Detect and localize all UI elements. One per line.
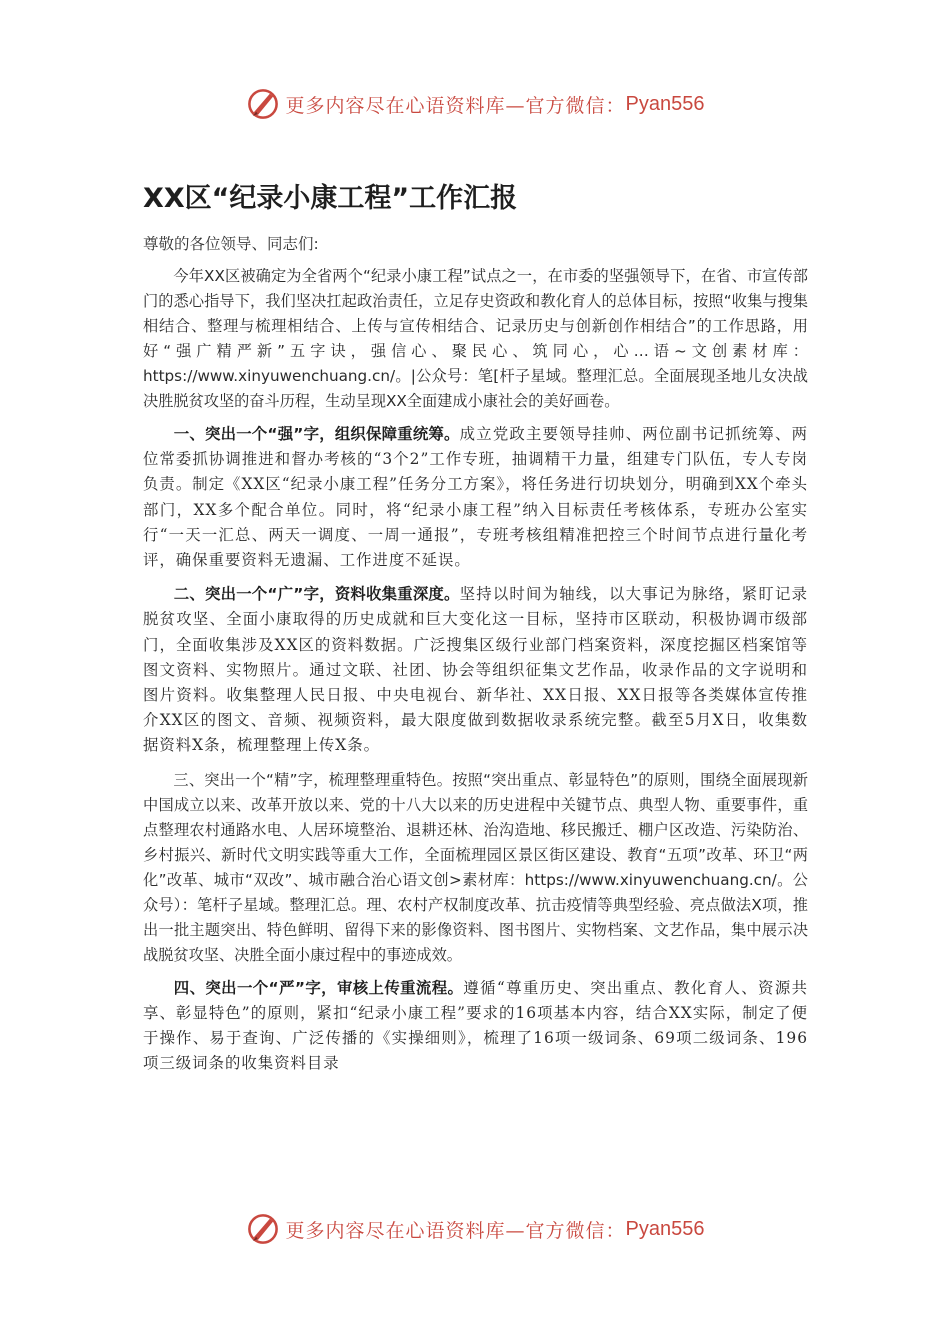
document-body bbox=[143, 232, 808, 1085]
brush-logo-icon bbox=[246, 87, 280, 121]
watermark-text: 更多内容尽在心语资料库—官方微信： bbox=[285, 94, 626, 117]
salutation: 尊敬的各位领导、同志们: bbox=[143, 235, 319, 253]
section-paragraph bbox=[143, 422, 808, 573]
section-heading: 一、突出一个“强”字，组织保障重统筹。 bbox=[173, 425, 460, 443]
section-heading: 四、突出一个“严”字，审核上传重流程。 bbox=[173, 978, 464, 997]
section-paragraph bbox=[143, 976, 808, 1077]
intro-paragraph: 今年XX区被确定为全省两个“纪录小康工程”试点之一，在市委的坚强领导下，在省、市宣传部门的悉心指导下，我们坚决扛起政治责任，立足存史资政和教化育人的总体目标，按照“收集与搜集相结合、整理与梳理相结合、上传与宣传相结合、记录历史与创新创作相结合”的工作思路，用好“强广精严新”五字诀，强信心、聚民心、筑同心，心…语~文创素材库：https://www.xinyuwenchuang.cn/。|公众号：笔[杆子星域。整理汇总。全面展现圣地儿女决战决胜脱贫攻坚的奋斗历程，生动呈现XX全面建成小康社会的美好画卷。 bbox=[143, 267, 808, 410]
section-text: 成立党政主要领导挂帅、两位副书记抓统筹、两位常委抓协调推进和督办考核的“3个2”工作专班，抽调精干力量，组建专门队伍，专人专岗负责。制定《XX区“纪录小康工程”任务分工方案》，将任务进行切块划分，明确到XX个牵头部门，XX多个配合单位。同时，将“纪录小康工程”纳入目标责任考核体系，专班办公室实行“一天一汇总、两天一调度、一周一通报”，专班考核组精准把控三个时间节点进行量化考评，确保重要资料无遗漏、工作进度不延误。 bbox=[143, 425, 808, 570]
section-text: 坚持以时间为轴线，以大事记为脉络，紧盯记录脱贫攻坚、全面小康取得的历史成就和巨大变化这一目标，坚持市区联动，积极协调市级部门，全面收集涉及XX区的资料数据。广泛搜集区级行业部门档案资料，深度挖掘区档案馆等图文资料、实物照片。通过文联、社团、协会等组织征集文艺作品，收录作品的文字说明和图片资料。收集整理人民日报、中央电视台、新华社、XX日报、XX日报等各类媒体宣传推介XX区的图文、音频、视频资料，最大限度做到数据收录系统完整。截至5月X日，收集数据资料X条，梳理整理上传X条。 bbox=[143, 585, 808, 755]
watermark-text: 更多内容尽在心语资料库—官方微信： bbox=[285, 1219, 626, 1242]
watermark-wechat-id: Pyan556 bbox=[625, 92, 705, 115]
section-text: 三、突出一个“精”字，梳理整理重特色。按照“突出重点、彰显特色”的原则，围绕全面展现新中国成立以来、改革开放以来、党的十八大以来的历史进程中关键节点、典型人物、重要事件，重点整理农村通路水电、人居环境整治、退耕还林、治沟造地、移民搬迁、棚户区改造、污染防治、乡村振兴、新时代文明实践等重大工作，全面梳理园区景区街区建设、教育“五项”改革、环卫“两化”改革、城市“双改”、城市融合治心语文创>素材库：https://www.xinyuwenchuang.cn/。公众号）：笔杆子星域。整理汇总。理、农村产权制度改革、抗击疫情等典型经验、亮点做法X项，推出一批主题突出、特色鲜明、留得下来的影像资料、图书图片、实物档案、文艺作品，集中展示决战脱贫攻坚、决胜全面小康过程中的事迹成效。 bbox=[143, 770, 808, 964]
section-text: 遵循“尊重历史、突出重点、教化育人、资源共享、彰显特色”的原则，紧扣“纪录小康工程”要求的16项基本内容，结合XX实际，制定了便于操作、易于查询、广泛传播的《实操细则》，梳理了16项一级词条、69项二级词条、196项三级词条的收集资料目录 bbox=[143, 978, 808, 1073]
section-paragraph bbox=[143, 582, 808, 758]
document-title: XX区“纪录小康工程”工作汇报 bbox=[143, 183, 518, 214]
brush-logo-icon bbox=[246, 1212, 280, 1246]
watermark-wechat-id: Pyan556 bbox=[625, 1217, 705, 1240]
section-paragraph bbox=[143, 768, 808, 968]
section-heading: 二、突出一个“广”字，资料收集重深度。 bbox=[173, 585, 460, 604]
watermark-footer bbox=[0, 1209, 950, 1249]
watermark-header bbox=[0, 84, 950, 124]
